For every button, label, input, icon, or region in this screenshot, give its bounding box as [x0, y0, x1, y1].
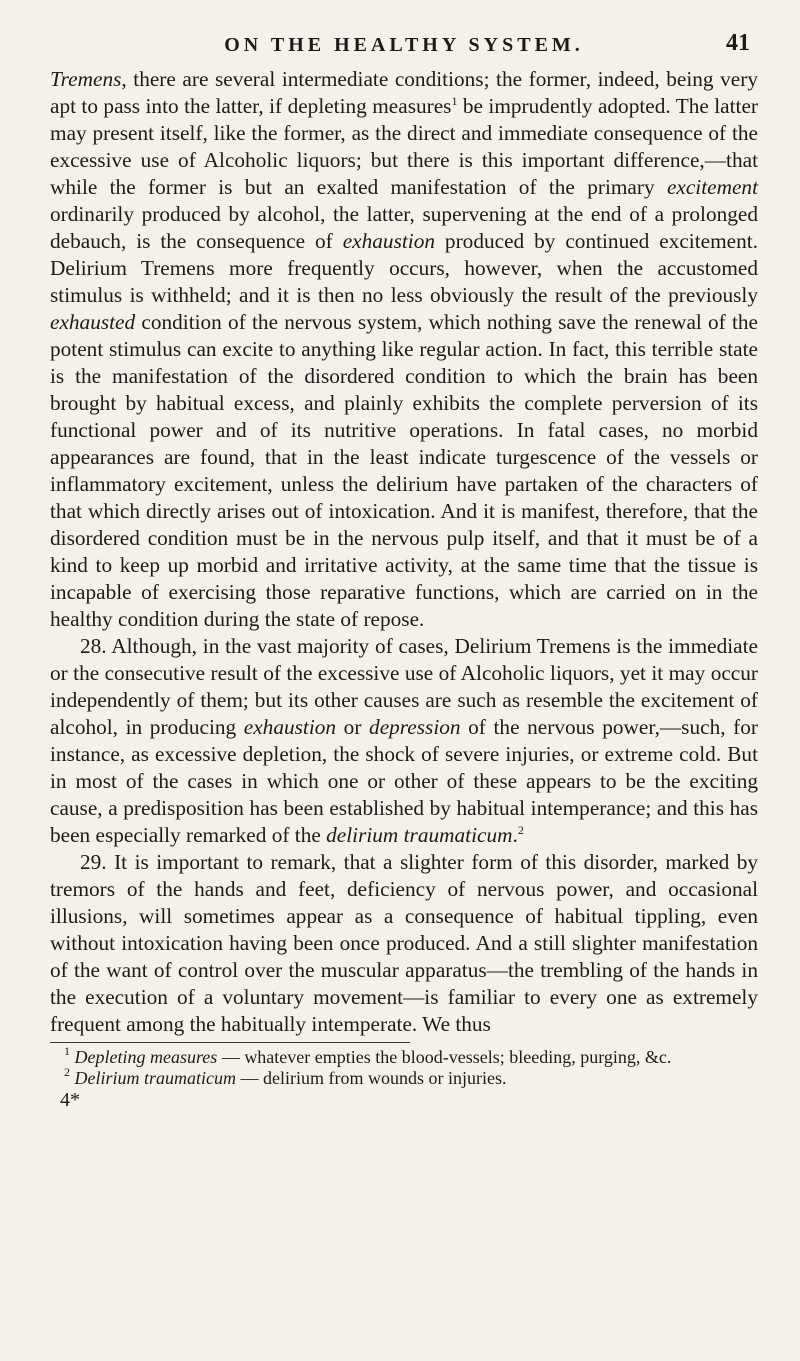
footnotes — [50, 1044, 758, 1089]
paragraph-continuation — [50, 66, 758, 633]
italic-term: delirium traumaticum — [326, 823, 513, 847]
italic-term: exhausted — [50, 310, 136, 334]
text-run: ordinarily produced by alcohol, the latter, supervening at the end of a prolonged debauch, is the consequence of — [50, 202, 758, 253]
footnote-2 — [50, 1065, 758, 1089]
text-run: of the nervous power,—such, for instance, as excessive depletion, the shock of severe injuries, or extreme cold. But in most of the cases in which one or other of these appears to be the exciting cause, a predisposition has been established by habitual intemperance; and this has been especially remarked of the — [50, 715, 758, 847]
footnote-rule — [50, 1042, 410, 1043]
footnote-mark: 2 — [64, 1065, 70, 1079]
text-run: be imprudently adopted. The latter may present itself, like the former, as the direct and immediate consequence of the excessive use of Alcoholic liquors; but there is this important difference,—that while the former is but an exalted manifestation of the primary — [50, 94, 758, 199]
footnote-1 — [50, 1044, 758, 1068]
footnote-text: — whatever empties the blood-vessels; bleeding, purging, &c. — [217, 1047, 672, 1067]
running-title: ON THE HEALTHY SYSTEM. — [224, 34, 584, 56]
text-run: produced by continued excitement. Delirium Tremens more frequently occurs, however, when the accustomed stimulus is withheld; and it is then no less obviously the result of the previously — [50, 229, 759, 307]
italic-term: excitement — [666, 175, 758, 199]
italic-term: exhaustion — [342, 229, 435, 253]
text-run: condition of the nervous system, which nothing save the renewal of the potent stimulus can excite to anything like regular action. In fact, this terrible state is the manifestation of the disordered condition to which the brain has been brought by habitual excess, and plainly exhibits the complete perversion of its functional power and of its nutritive operations. In fatal cases, no morbid appearances are found, that in the least indicate turgescence of the vessels or inflammatory excitement, unless the delirium have partaken of the characters of that which directly arises out of intoxication. And it is manifest, therefore, that the disordered condition must be in the nervous pulp itself, and that it must be of a kind to keep up morbid and irritative activity, at the same time that the tissue is incapable of exercising those reparative functions, which are carried on in the healthy condition during the state of repose. — [50, 310, 758, 631]
paragraph-29 — [50, 849, 758, 1038]
text-run: 29. It is important to remark, that a slighter form of this disorder, marked by tremors of the hands and feet, deficiency of nervous power, and occasional illusions, will sometimes appear as a consequence of habitual tippling, even without intoxication having been once produced. And a still slighter manifestation of the want of control over the muscular apparatus—the trembling of the hands in the execution of a voluntary movement—is familiar to every one as extremely frequent among the habitually intemperate. We thus — [50, 850, 758, 1036]
signature-mark: 4* — [60, 1089, 80, 1111]
text-run: or — [336, 715, 370, 739]
paragraph-28 — [50, 633, 758, 849]
footnote-mark: 1 — [64, 1044, 70, 1058]
footnote-ref: 1 — [451, 94, 458, 108]
italic-term: exhaustion — [243, 715, 337, 739]
text-run: 28. Although, in the vast majority of cases, Delirium Tremens is the immediate or the consecutive result of the excessive use of Alcoholic liquors, yet it may occur independently of them; but its other causes are such as resemble the excitement of alcohol, in producing — [50, 634, 758, 739]
footnote-term: Depleting measures — [74, 1047, 218, 1067]
italic-term: Tremens — [50, 67, 122, 91]
footnote-term: Delirium traumaticum — [74, 1068, 236, 1088]
italic-term: depression — [369, 715, 461, 739]
footnote-text: — delirium from wounds or injuries. — [236, 1068, 507, 1088]
page-number: 41 — [726, 30, 750, 56]
text-run: , there are several intermediate conditions; the former, indeed, being very apt to pass into the latter, if depleting measures — [50, 67, 758, 118]
body-text — [50, 66, 758, 1038]
footnote-ref: 2 — [517, 823, 524, 837]
running-head — [50, 30, 758, 66]
text-run: . — [512, 823, 518, 847]
